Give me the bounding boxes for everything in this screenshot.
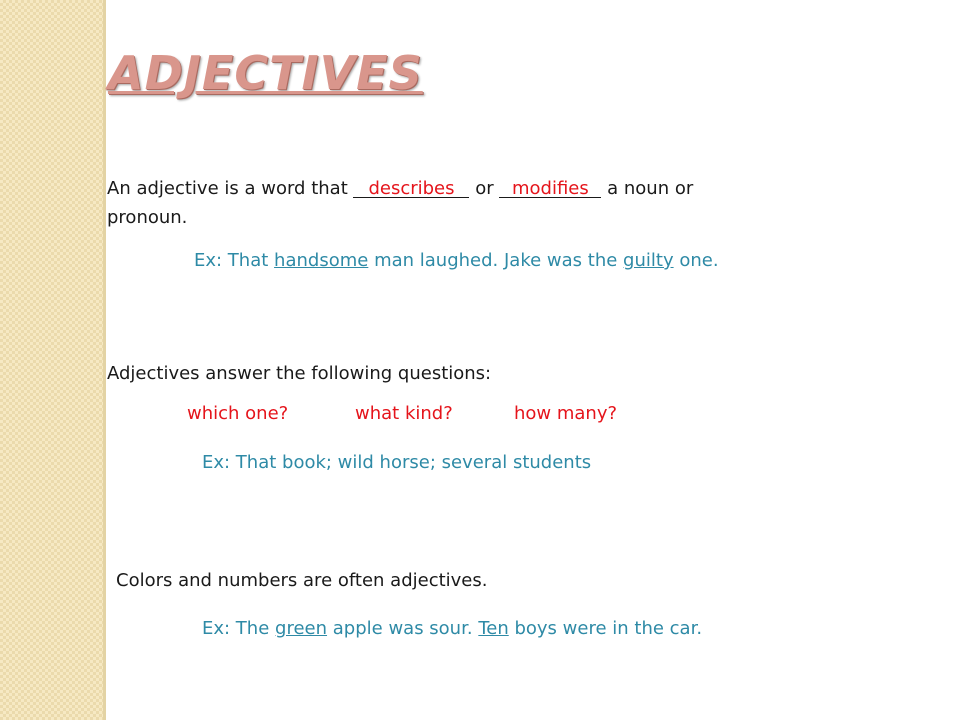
example-3 (202, 618, 702, 639)
decorative-side-band (0, 0, 103, 720)
example-1-end: one. (679, 250, 719, 271)
colors-note: Colors and numbers are often adjectives. (116, 570, 488, 591)
example-1-mid2: Jake was the (504, 250, 618, 271)
example-1-adj-handsome: handsome (274, 250, 369, 271)
question-what-kind: what kind? (355, 403, 453, 424)
question-how-many: how many? (514, 403, 618, 424)
example-3-adj-green: green (275, 618, 328, 639)
answer-modifies: modifies (511, 178, 589, 199)
answer-describes: describes (368, 178, 455, 199)
questions-heading: Adjectives answer the following questions: (107, 363, 492, 384)
definition-suffix: a noun or (607, 178, 694, 199)
example-1-adj-guilty: guilty (623, 250, 674, 271)
blank-1 (353, 180, 469, 198)
example-2: Ex: That book; wild horse; several students (202, 452, 592, 473)
example-3-mid: apple was sour. (332, 618, 473, 639)
slide-title: ADJECTIVES (108, 46, 423, 100)
example-3-end: boys were in the car. (514, 618, 703, 639)
question-which-one: which one? (187, 403, 289, 424)
example-1-lead: Ex: That (194, 250, 269, 271)
side-band-edge (103, 0, 106, 720)
definition-or: or (475, 178, 494, 199)
example-1 (194, 250, 719, 271)
example-3-lead: Ex: The (202, 618, 270, 639)
definition-line-2: pronoun. (107, 207, 188, 228)
example-3-adj-ten: Ten (478, 618, 509, 639)
example-1-mid1: man laughed. (374, 250, 499, 271)
definition-prefix: An adjective is a word that (107, 178, 348, 199)
blank-2 (499, 180, 601, 198)
definition-line-1 (107, 178, 693, 199)
